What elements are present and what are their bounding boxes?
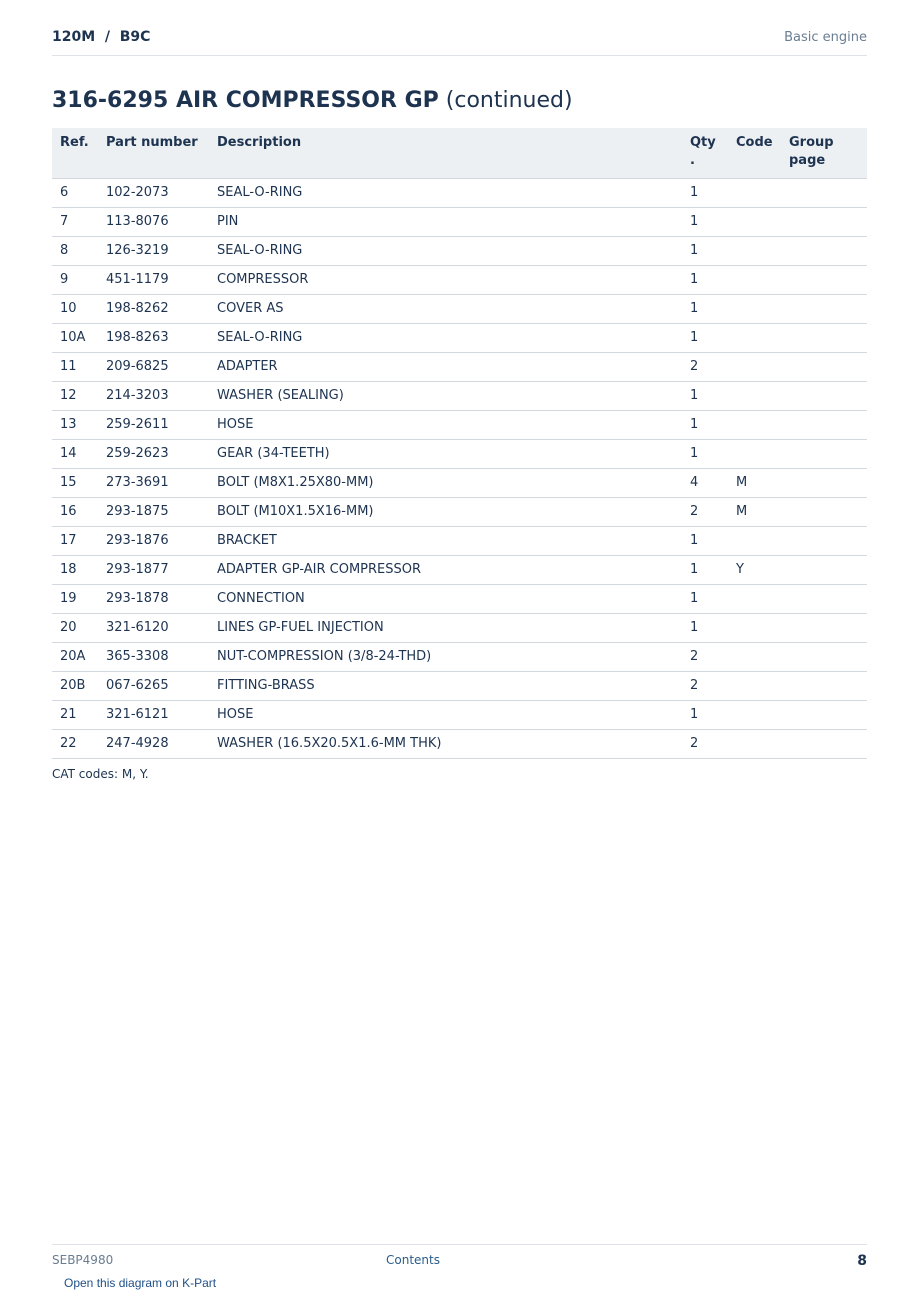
- table-row: [52, 179, 867, 208]
- cell-ref: 20A: [52, 643, 98, 672]
- cell-description: SEAL-O-RING: [209, 324, 682, 353]
- cell-code: [728, 614, 781, 643]
- cell-description: LINES GP-FUEL INJECTION: [209, 614, 682, 643]
- cell-part-number: 209-6825: [98, 353, 209, 382]
- cell-qty: 2: [682, 498, 728, 527]
- cell-part-number: 293-1876: [98, 527, 209, 556]
- cell-part-number: 214-3203: [98, 382, 209, 411]
- cell-ref: 11: [52, 353, 98, 382]
- cell-part-number: 259-2611: [98, 411, 209, 440]
- cell-description: HOSE: [209, 411, 682, 440]
- group-title: 316-6295 AIR COMPRESSOR GP: [52, 88, 439, 113]
- cell-qty: 2: [682, 672, 728, 701]
- cell-qty: 2: [682, 643, 728, 672]
- cell-description: BOLT (M10X1.5X16-MM): [209, 498, 682, 527]
- cell-part-number: 102-2073: [98, 179, 209, 208]
- page-footer: [52, 1244, 867, 1275]
- column-header-part-number: Part number: [98, 128, 209, 179]
- cell-group-page: [781, 208, 867, 237]
- cell-ref: 13: [52, 411, 98, 440]
- table-row: [52, 701, 867, 730]
- column-header-ref: Ref.: [52, 128, 98, 179]
- table-header-row: [52, 128, 867, 179]
- cell-code: M: [728, 498, 781, 527]
- cell-code: [728, 266, 781, 295]
- cell-description: ADAPTER: [209, 353, 682, 382]
- cell-ref: 9: [52, 266, 98, 295]
- cell-qty: 1: [682, 295, 728, 324]
- cell-part-number: 273-3691: [98, 469, 209, 498]
- cell-code: [728, 643, 781, 672]
- cell-description: SEAL-O-RING: [209, 237, 682, 266]
- cell-group-page: [781, 527, 867, 556]
- cell-qty: 1: [682, 440, 728, 469]
- cell-qty: 1: [682, 266, 728, 295]
- cell-group-page: [781, 614, 867, 643]
- cell-group-page: [781, 237, 867, 266]
- title-suffix: (continued): [438, 88, 573, 113]
- cell-group-page: [781, 672, 867, 701]
- cell-code: [728, 324, 781, 353]
- cell-ref: 15: [52, 469, 98, 498]
- cell-code: [728, 672, 781, 701]
- cell-part-number: 067-6265: [98, 672, 209, 701]
- cell-code: [728, 237, 781, 266]
- table-row: [52, 440, 867, 469]
- cell-ref: 6: [52, 179, 98, 208]
- cell-description: NUT-COMPRESSION (3/8-24-THD): [209, 643, 682, 672]
- cell-ref: 10A: [52, 324, 98, 353]
- cell-qty: 1: [682, 556, 728, 585]
- cell-ref: 10: [52, 295, 98, 324]
- cell-group-page: [781, 353, 867, 382]
- cell-group-page: [781, 556, 867, 585]
- cell-part-number: 247-4928: [98, 730, 209, 759]
- cell-part-number: 259-2623: [98, 440, 209, 469]
- cat-codes-note: CAT codes: M, Y.: [52, 767, 149, 781]
- cell-qty: 1: [682, 237, 728, 266]
- column-header-group-page: Group page: [781, 128, 867, 179]
- cell-code: [728, 730, 781, 759]
- cell-part-number: 293-1875: [98, 498, 209, 527]
- cell-code: [728, 382, 781, 411]
- cell-part-number: 126-3219: [98, 237, 209, 266]
- table-row: [52, 295, 867, 324]
- document-id: SEBP4980: [52, 1253, 114, 1267]
- column-header-qty: Qty .: [682, 128, 728, 179]
- cell-group-page: [781, 411, 867, 440]
- cell-group-page: [781, 585, 867, 614]
- cell-group-page: [781, 440, 867, 469]
- cell-description: HOSE: [209, 701, 682, 730]
- cell-description: COVER AS: [209, 295, 682, 324]
- cell-description: COMPRESSOR: [209, 266, 682, 295]
- cell-group-page: [781, 701, 867, 730]
- cell-description: SEAL-O-RING: [209, 179, 682, 208]
- cell-description: WASHER (SEALING): [209, 382, 682, 411]
- cell-code: [728, 179, 781, 208]
- cell-qty: 2: [682, 730, 728, 759]
- cell-description: BRACKET: [209, 527, 682, 556]
- table-row: [52, 498, 867, 527]
- cell-code: [728, 295, 781, 324]
- cell-qty: 1: [682, 585, 728, 614]
- cell-qty: 1: [682, 411, 728, 440]
- cell-group-page: [781, 469, 867, 498]
- cell-part-number: 321-6120: [98, 614, 209, 643]
- cell-code: [728, 411, 781, 440]
- cell-ref: 22: [52, 730, 98, 759]
- cell-qty: 4: [682, 469, 728, 498]
- cell-ref: 16: [52, 498, 98, 527]
- cell-ref: 20B: [52, 672, 98, 701]
- table-row: [52, 672, 867, 701]
- cell-qty: 1: [682, 208, 728, 237]
- table-row: [52, 353, 867, 382]
- table-row: [52, 614, 867, 643]
- cell-part-number: 113-8076: [98, 208, 209, 237]
- page-header: [52, 29, 867, 56]
- column-header-code: Code: [728, 128, 781, 179]
- cell-ref: 12: [52, 382, 98, 411]
- cell-group-page: [781, 324, 867, 353]
- table-row: [52, 527, 867, 556]
- table-row: [52, 730, 867, 759]
- page-title: [52, 88, 573, 113]
- cell-description: WASHER (16.5X20.5X1.6-MM THK): [209, 730, 682, 759]
- parts-table: [52, 128, 867, 759]
- cell-part-number: 198-8263: [98, 324, 209, 353]
- cell-code: [728, 353, 781, 382]
- cell-part-number: 365-3308: [98, 643, 209, 672]
- cell-qty: 2: [682, 353, 728, 382]
- cell-group-page: [781, 382, 867, 411]
- cell-group-page: [781, 498, 867, 527]
- cell-code: M: [728, 469, 781, 498]
- cell-qty: 1: [682, 701, 728, 730]
- cell-group-page: [781, 730, 867, 759]
- cell-code: [728, 440, 781, 469]
- cell-ref: 18: [52, 556, 98, 585]
- cell-group-page: [781, 295, 867, 324]
- cell-description: BOLT (M8X1.25X80-MM): [209, 469, 682, 498]
- table-row: [52, 585, 867, 614]
- contents-link[interactable]: Contents: [386, 1253, 440, 1267]
- page-number: 8: [857, 1253, 867, 1269]
- machine-model: 120M / B9C: [52, 29, 151, 45]
- cell-ref: 8: [52, 237, 98, 266]
- cell-qty: 1: [682, 179, 728, 208]
- cell-group-page: [781, 266, 867, 295]
- cell-part-number: 293-1878: [98, 585, 209, 614]
- cell-ref: 17: [52, 527, 98, 556]
- cell-qty: 1: [682, 324, 728, 353]
- table-row: [52, 643, 867, 672]
- cell-group-page: [781, 179, 867, 208]
- cell-code: [728, 208, 781, 237]
- table-row: [52, 237, 867, 266]
- table-row: [52, 266, 867, 295]
- table-row: [52, 324, 867, 353]
- cell-group-page: [781, 643, 867, 672]
- cell-description: PIN: [209, 208, 682, 237]
- cell-code: [728, 527, 781, 556]
- cell-description: FITTING-BRASS: [209, 672, 682, 701]
- table-row: [52, 556, 867, 585]
- cell-description: ADAPTER GP-AIR COMPRESSOR: [209, 556, 682, 585]
- cell-part-number: 321-6121: [98, 701, 209, 730]
- cell-qty: 1: [682, 614, 728, 643]
- table-row: [52, 469, 867, 498]
- cell-code: Y: [728, 556, 781, 585]
- section-name: Basic engine: [784, 30, 867, 45]
- cell-qty: 1: [682, 527, 728, 556]
- cell-description: CONNECTION: [209, 585, 682, 614]
- cell-qty: 1: [682, 382, 728, 411]
- cell-ref: 19: [52, 585, 98, 614]
- table-row: [52, 382, 867, 411]
- cell-code: [728, 585, 781, 614]
- cell-part-number: 198-8262: [98, 295, 209, 324]
- cell-ref: 14: [52, 440, 98, 469]
- cell-description: GEAR (34-TEETH): [209, 440, 682, 469]
- cell-ref: 20: [52, 614, 98, 643]
- open-kpart-link[interactable]: Open this diagram on K-Part: [64, 1276, 217, 1290]
- table-row: [52, 411, 867, 440]
- cell-part-number: 293-1877: [98, 556, 209, 585]
- column-header-description: Description: [209, 128, 682, 179]
- table-row: [52, 208, 867, 237]
- cell-code: [728, 701, 781, 730]
- parts-table-body: [52, 179, 867, 759]
- cell-ref: 21: [52, 701, 98, 730]
- cell-part-number: 451-1179: [98, 266, 209, 295]
- cell-ref: 7: [52, 208, 98, 237]
